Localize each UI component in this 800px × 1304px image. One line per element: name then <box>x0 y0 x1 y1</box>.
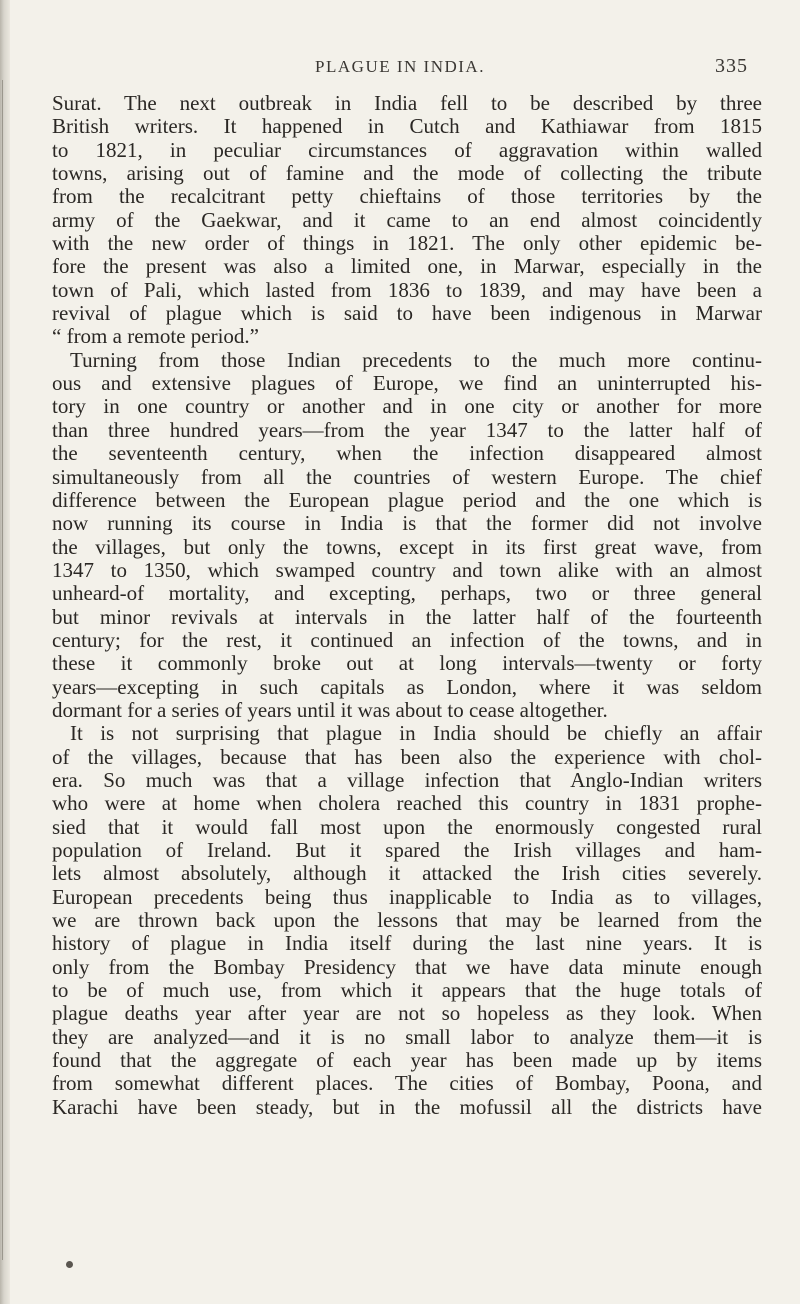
text-line: Surat. The next outbreak in India fell to be described by three <box>52 92 762 115</box>
text-line: now running its course in India is that the former did not involve <box>52 512 762 536</box>
text-line: 1347 to 1350, which swamped country and town alike with an almost <box>52 558 762 582</box>
text-line: years—excepting in such capitals as London, where it was seldom <box>52 675 762 699</box>
text-line: sied that it would fall most upon the enormously congested rural <box>52 815 762 839</box>
text-line: army of the Gaekwar, and it came to an end almost coincidently <box>52 208 762 232</box>
paragraph <box>52 349 762 723</box>
text-line: dormant for a series of years until it was about to cease altogether. <box>52 698 608 722</box>
text-line: tory in one country or another and in one city or another for more <box>52 395 762 419</box>
text-line: era. So much was that a village infection that Anglo-Indian writers <box>52 768 762 792</box>
text-line: simultaneously from all the countries of western Europe. The chief <box>52 465 762 489</box>
text-line: revival of plague which is said to have been indigenous in Marwar <box>52 302 762 326</box>
text-line: century; for the rest, it continued an infection of the towns, and in <box>52 628 762 652</box>
ink-dot <box>66 1261 73 1268</box>
text-line: It is not surprising that plague in India should be chiefly an affair <box>70 722 762 746</box>
text-line: town of Pali, which lasted from 1836 to 1839, and may have been a <box>52 278 762 302</box>
paragraph <box>52 92 762 349</box>
text-line: than three hundred years—from the year 1347 to the latter half of <box>52 418 762 442</box>
text-line: from the recalcitrant petty chieftains of those territories by the <box>52 185 762 209</box>
text-line: “ from a remote period.” <box>52 325 259 349</box>
text-line: who were at home when cholera reached this country in 1831 prophe- <box>52 792 762 816</box>
text-line: difference between the European plague period and the one which is <box>52 488 762 512</box>
text-line: to 1821, in peculiar circumstances of aggravation within walled <box>52 138 762 162</box>
text-line: British writers. It happened in Cutch and Kathiawar from 1815 <box>52 115 762 139</box>
text-line: European precedents being thus inapplicable to India as to villages, <box>52 885 762 909</box>
text-line: population of Ireland. But it spared the Irish villages and ham- <box>52 839 762 862</box>
text-line: of the villages, because that has been also the experience with chol- <box>52 745 762 769</box>
text-line: plague deaths year after year are not so hopeless as they look. When <box>52 1002 762 1026</box>
running-head <box>0 0 800 88</box>
text-line: to be of much use, from which it appears that the huge totals of <box>52 979 762 1003</box>
text-line: history of plague in India itself during the last nine years. It is <box>52 932 762 956</box>
text-line: fore the present was also a limited one, in Marwar, especially in the <box>52 255 762 279</box>
text-line: ous and extensive plagues of Europe, we find an uninterrupted his- <box>52 372 762 396</box>
text-line: from somewhat different places. The cities of Bombay, Poona, and <box>52 1072 762 1096</box>
text-line: the seventeenth century, when the infection disappeared almost <box>52 442 762 466</box>
gutter-line <box>2 80 3 1260</box>
text-line: the villages, but only the towns, except in its first great wave, from <box>52 535 762 559</box>
text-line: but minor revivals at intervals in the latter half of the fourteenth <box>52 605 762 629</box>
text-line: we are thrown back upon the lessons that may be learned from the <box>52 909 762 933</box>
text-line: these it commonly broke out at long intervals—twenty or forty <box>52 652 762 676</box>
page-gutter-shadow <box>0 0 10 1304</box>
text-line: Turning from those Indian precedents to the much more continu- <box>70 348 762 372</box>
page-number: 335 <box>715 55 748 77</box>
text-line: towns, arising out of famine and the mode of collecting the tribute <box>52 162 762 186</box>
text-line: Karachi have been steady, but in the mofussil all the districts have <box>52 1095 762 1119</box>
text-line: with the new order of things in 1821. The only other epidemic be- <box>52 232 762 256</box>
running-title: PLAGUE IN INDIA. <box>315 57 485 76</box>
body-text <box>52 92 762 1119</box>
text-line: they are analyzed—and it is no small labor to analyze them—it is <box>52 1025 762 1049</box>
text-line: only from the Bombay Presidency that we have data minute enough <box>52 955 762 979</box>
text-line: found that the aggregate of each year has been made up by items <box>52 1049 762 1073</box>
text-line: unheard-of mortality, and excepting, perhaps, two or three general <box>52 582 762 606</box>
text-line: lets almost absolutely, although it attacked the Irish cities severely. <box>52 862 762 886</box>
paragraph <box>52 722 762 1119</box>
